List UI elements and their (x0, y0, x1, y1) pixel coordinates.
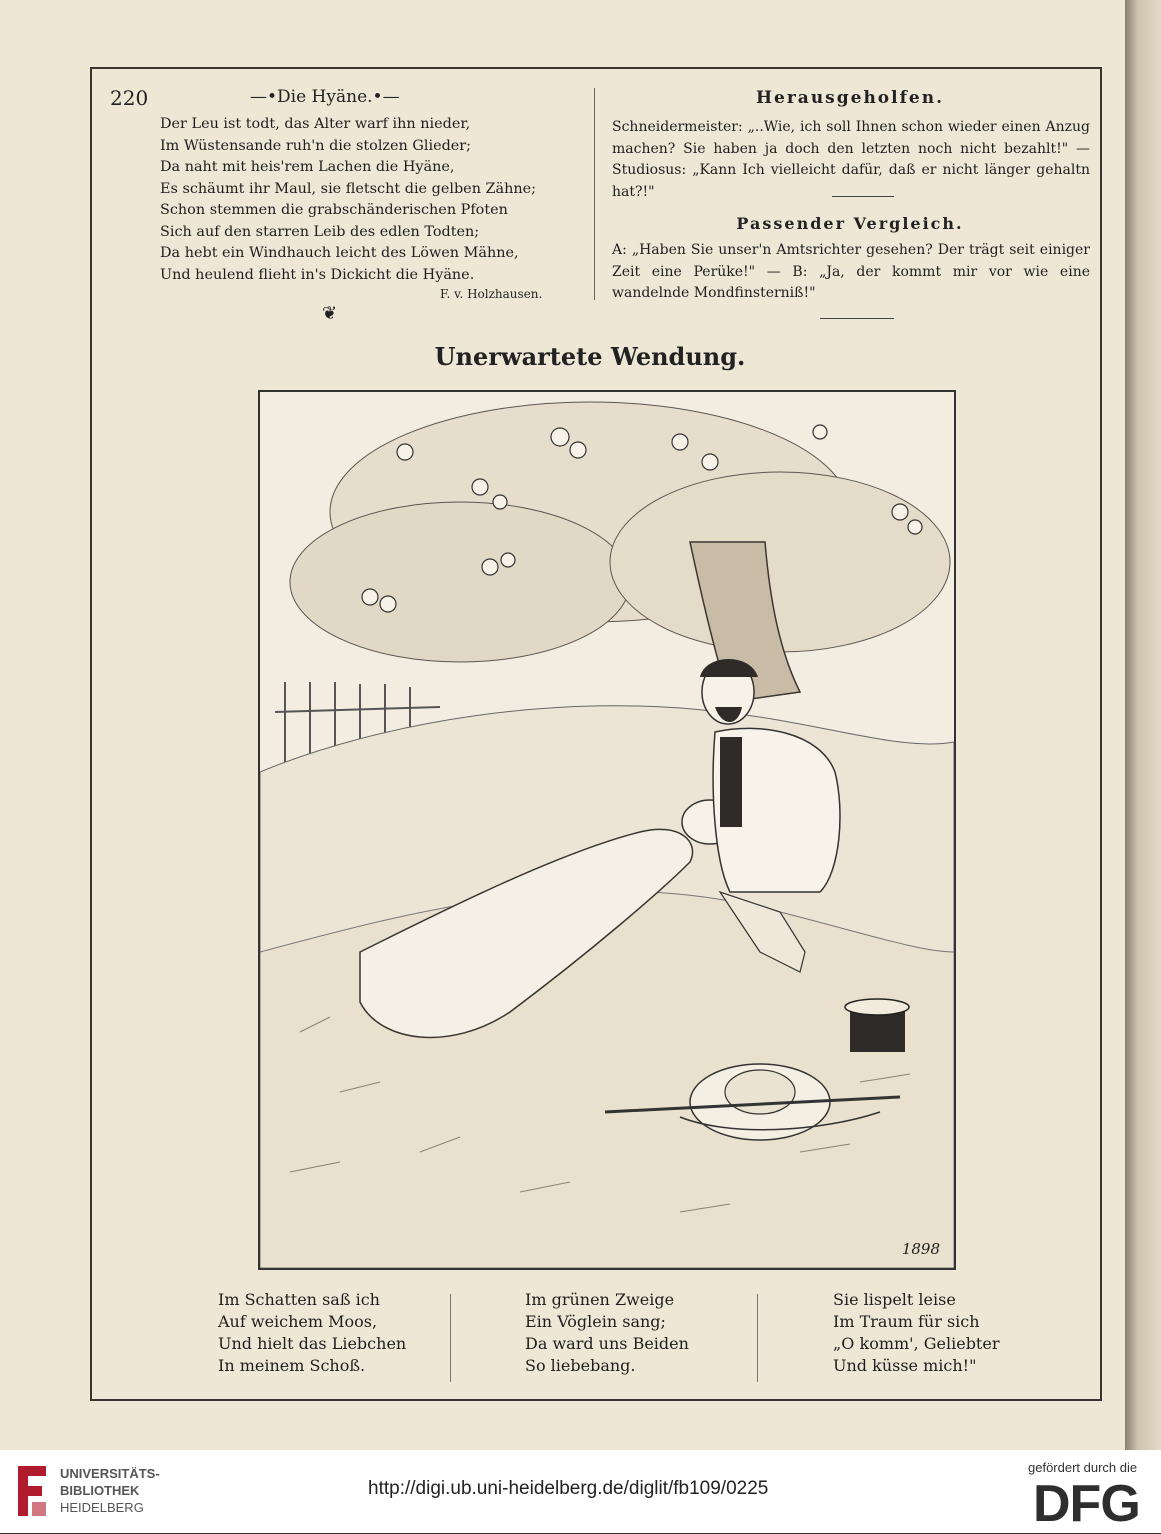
illustration-signature: 1898 (901, 1240, 940, 1258)
funded-by-label: gefördert durch die (1028, 1460, 1138, 1475)
permalink-url[interactable]: http://digi.ub.uni-heidelberg.de/diglit/fb109/0225 (368, 1478, 769, 1499)
poem-line: Der Leu ist todt, das Alter warf ihn nieder, (160, 116, 471, 132)
poem-line: Im Wüstensande ruh'n die stolzen Glieder; (160, 137, 472, 154)
anecdote-vergleich: A: „Haben Sie unser'n Amtsrichter gesehen? Der trägt seit einiger Zeit eine Perüke!" — B: „Ja, der kommt mir vor wie eine wandelnde Mondfinsterniß!" (612, 242, 1090, 301)
anecdote-heading: Herausgeholfen. (755, 88, 945, 108)
verse-line: Und hielt das Liebchen (218, 1334, 407, 1353)
poem-line: Da naht mit heis'rem Lachen die Hyäne, (160, 159, 455, 175)
verse-line: Im Traum für sich (833, 1312, 980, 1331)
library-name-line: UNIVERSITÄTS- (60, 1466, 160, 1481)
column-divider (594, 88, 595, 300)
library-name-line: HEIDELBERG (60, 1500, 144, 1515)
floral-ornament-icon: ❦ (322, 303, 338, 324)
verse-stanza-1 (218, 1289, 406, 1377)
illustration-title: Unerwartete Wendung. (434, 342, 746, 371)
verse-stanza-3 (833, 1289, 999, 1377)
verse-line: Auf weichem Moos, (218, 1312, 378, 1331)
page-number: 220 (110, 86, 149, 110)
poem-hyaene (160, 114, 580, 286)
poem-author: F. v. Holzhausen. (440, 287, 543, 301)
anecdote-title: Passender Vergleich. (736, 214, 964, 233)
library-name (60, 1465, 160, 1516)
illustration (258, 390, 956, 1270)
dfg-logo: DFG (1033, 1475, 1140, 1533)
poem-heading: —•Die Hyäne.•— (250, 87, 400, 107)
verse-stanza-2 (525, 1289, 689, 1377)
poem-line: Und heulend flieht in's Dickicht die Hyäne. (160, 266, 475, 283)
engraving-picture (260, 392, 954, 1268)
verse-line: Ein Vöglein sang; (525, 1312, 666, 1331)
verse-line: Da ward uns Beiden (525, 1334, 689, 1353)
verse-line: Im grünen Zweige (525, 1290, 675, 1309)
poem-line: Da hebt ein Windhauch leicht des Löwen Mähne, (160, 245, 519, 261)
section-rule (820, 318, 894, 319)
library-name-line: BIBLIOTHEK (60, 1483, 140, 1498)
verse-line: Im Schatten saß ich (218, 1290, 380, 1309)
verse-line: In meinem Schoß. (218, 1356, 366, 1375)
page-gutter (1125, 0, 1161, 1450)
section-rule (832, 196, 894, 197)
poem-line: Sich auf den starren Leib des edlen Todten; (160, 223, 480, 240)
verse-line: Und küsse mich!" (833, 1356, 977, 1375)
poem-line: Schon stemmen die grabschänderischen Pfoten (160, 202, 508, 218)
verse-divider (450, 1294, 451, 1382)
verse-line: Sie lispelt leise (833, 1290, 956, 1309)
poem-line: Es schäumt ihr Maul, sie fletscht die gelben Zähne; (160, 180, 537, 197)
verse-line: „O komm', Geliebter (833, 1334, 1000, 1353)
verse-line: So liebebang. (525, 1356, 636, 1375)
verse-divider (757, 1294, 758, 1382)
library-logo-icon (14, 1462, 50, 1520)
viewer-footer (0, 1450, 1161, 1533)
anecdote-herausgeholfen: Schneidermeister: „..Wie, ich soll Ihnen schon wieder einen Anzug machen? Sie haben ja doch den letzten noch nicht bezahlt!" — Studiosus: „Kann Ich vielleicht dafür, daß er nicht länger gehaltn hat?!" (612, 119, 1090, 200)
